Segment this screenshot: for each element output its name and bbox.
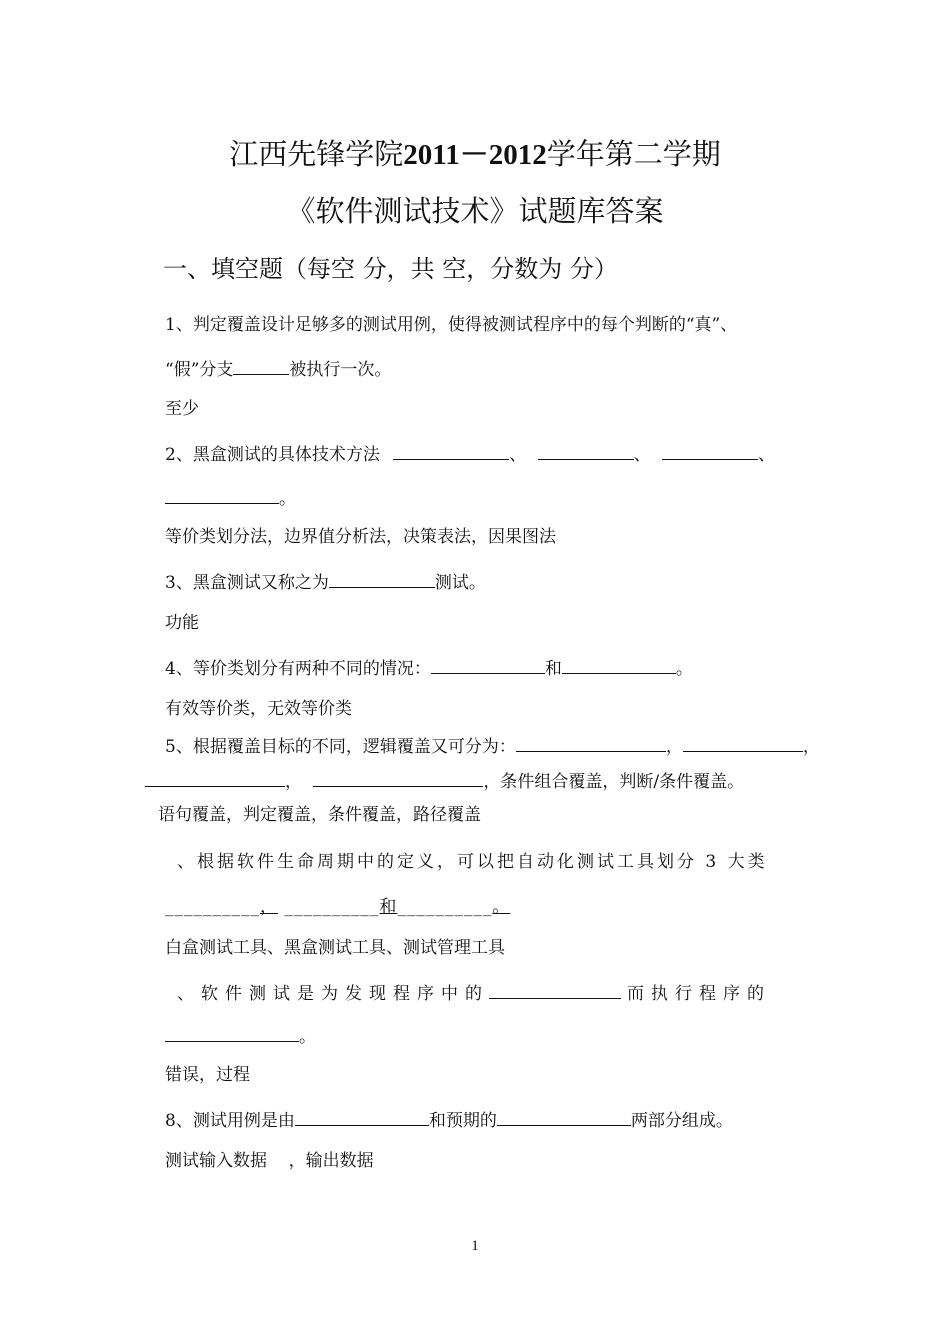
title-years: 2011－2012 [403,139,547,171]
question-8-blank-2 [497,1107,631,1126]
question-6-blank-2: __________ [284,897,380,917]
question-4-blank-1 [431,655,545,674]
question-3-text-post: 测试。 [434,573,486,593]
page-number: 1 [471,1238,479,1254]
question-4-text-pre: 4、等价类划分有两种不同的情况： [165,659,431,679]
question-4-blank-2 [562,655,676,674]
question-1-answer: 至少 [165,399,199,419]
question-2-blank-2 [538,441,634,460]
question-1-line-b [165,356,391,381]
question-3-answer: 功能 [165,613,199,633]
question-2-sep-3: 、 [758,445,776,465]
question-6-sep: ， [260,897,278,917]
question-8-answer: 测试输入数据 ，输出数据 [165,1151,374,1171]
question-8-mid: 和预期的 [428,1111,497,1131]
question-2-line-b [165,485,296,510]
question-2-line-a [165,441,775,466]
question-8-text-pre: 8、测试用例是由 [165,1111,295,1131]
question-5-sep-2: ， [802,737,820,757]
question-8-text-post: 两部分组成。 [630,1111,733,1131]
question-5-sep-4: ， [483,772,501,792]
question-5-text: 5、根据覆盖目标的不同，逻辑覆盖又可分为： [165,737,516,757]
title-suffix: 学年第二学期 [546,137,721,171]
question-7-line-a [177,980,771,1005]
question-5-line-a [165,733,820,758]
question-6-blank-1: __________ [165,897,260,917]
question-3-text-pre: 3、黑盒测试又称之为 [165,573,329,593]
question-2-answer: 等价类划分法，边界值分析法，决策表法，因果图法 [165,527,556,547]
question-1-blank [233,356,289,375]
question-2-blank-1 [393,441,509,460]
question-4-line [165,655,693,680]
question-8-blank-1 [295,1107,429,1126]
question-5-text-end: 条件组合覆盖，判断/条件覆盖。 [500,772,745,792]
question-7-text-post: 而执行程序的 [627,984,771,1004]
question-2-blank-4 [165,485,279,504]
question-7-line-b [165,1023,316,1048]
document-title-line2: 《软件测试技术》试题库答案 [286,194,664,228]
question-7-blank-1 [489,980,621,999]
question-6-answer: 白盒测试工具、黑盒测试工具、测试管理工具 [165,938,505,958]
section-heading: 一、填空题（每空 分，共 空，分数为 分） [163,255,618,283]
question-7-end: 。 [299,1027,316,1047]
question-2-blank-3 [662,441,758,460]
question-4-end: 。 [675,659,693,679]
question-5-blank-3 [145,768,285,787]
question-5-line-b [145,768,744,793]
question-3-blank [329,569,435,588]
question-2-end: 。 [279,489,296,509]
question-7-answer: 错误，过程 [165,1065,250,1085]
question-5-answer: 语句覆盖，判定覆盖，条件覆盖，路径覆盖 [158,805,481,825]
question-5-sep-3: ， [285,772,302,792]
question-1-text-pre: “假”分支 [165,360,234,380]
question-6-blank-3: __________ [397,897,493,917]
question-4-answer: 有效等价类，无效等价类 [165,699,352,719]
question-2-sep-1: 、 [509,445,527,465]
question-3-line [165,569,486,594]
question-1-line-a: 1、判定覆盖设计足够多的测试用例，使得被测试程序中的每个判断的“真”、 [165,315,738,335]
question-2-text: 2、黑盒测试的具体技术方法 [165,445,380,465]
question-5-blank-4 [313,768,483,787]
question-7-blank-2 [165,1023,299,1042]
question-6-line-b [165,896,510,918]
question-6-mid: 和 [379,897,398,917]
question-4-mid: 和 [544,659,562,679]
question-5-blank-1 [516,733,666,752]
question-5-blank-2 [683,733,803,752]
question-2-sep-2: 、 [633,445,651,465]
question-8-line [165,1107,733,1132]
document-title-line1 [0,136,950,173]
question-6-end: 。 [492,897,511,917]
title-prefix: 江西先锋学院 [229,137,404,171]
question-7-text-pre: 、软件测试是为发现程序中的 [177,984,489,1004]
question-1-text-post: 被执行一次。 [289,360,392,380]
question-5-sep-1: ， [665,737,683,757]
question-6-line-a: 、根据软件生命周期中的定义，可以把自动化测试工具划分 3 大类 [177,852,768,872]
